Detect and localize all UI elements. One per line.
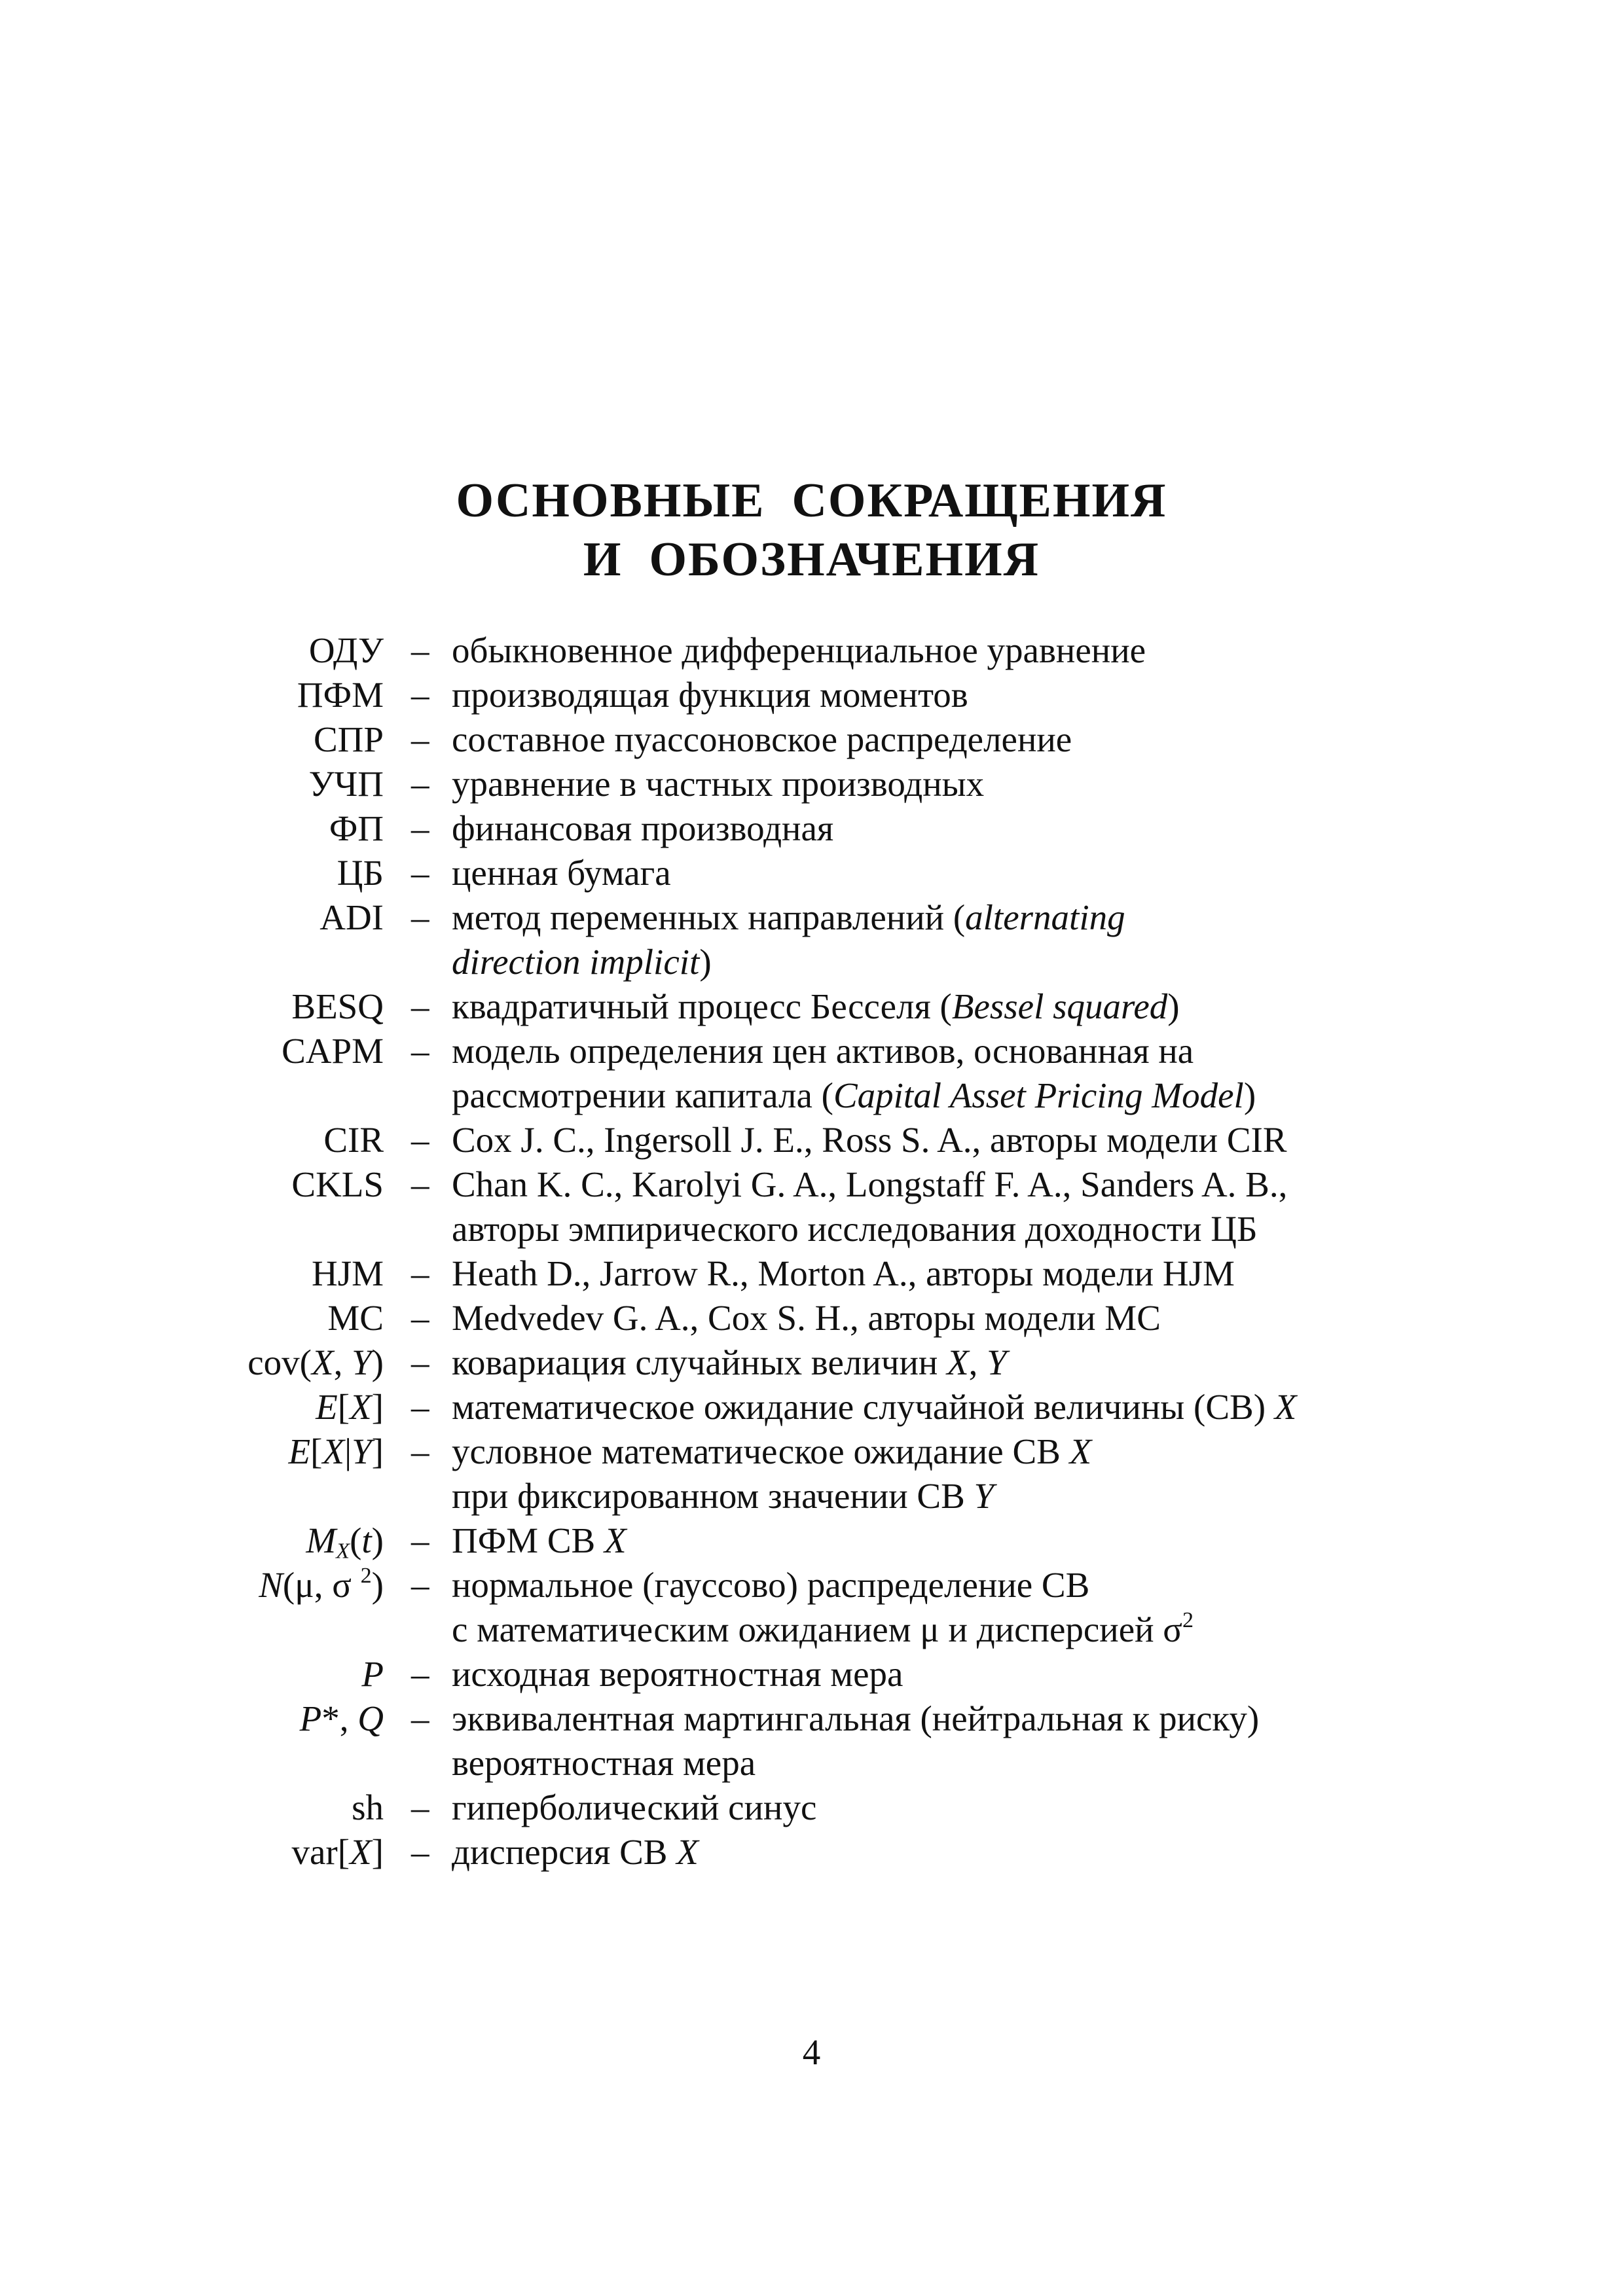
definition: Medvedev G. A., Cox S. H., авторы модели MC bbox=[452, 1298, 1161, 1338]
list-item bbox=[0, 895, 1623, 984]
definition: гиперболический синус bbox=[452, 1787, 817, 1827]
list-item bbox=[0, 1563, 1623, 1652]
dash: – bbox=[411, 1787, 429, 1827]
abbreviation: BESQ bbox=[291, 986, 384, 1026]
definition: уравнение в частных производных bbox=[452, 764, 985, 804]
list-item bbox=[0, 1385, 1623, 1429]
list-item bbox=[0, 1830, 1623, 1874]
notation: cov(X, Y) bbox=[247, 1342, 384, 1382]
definition: ценная бумага bbox=[452, 853, 671, 893]
dash: – bbox=[411, 1253, 429, 1293]
definition: исходная вероятностная мера bbox=[452, 1654, 903, 1694]
definition: условное математическое ожидание СВ X при фиксированном значении СВ Y bbox=[452, 1431, 1092, 1516]
abbreviation: sh bbox=[352, 1787, 384, 1827]
dash: – bbox=[411, 853, 429, 893]
abbreviation: CKLS bbox=[291, 1164, 384, 1204]
list-item bbox=[0, 1652, 1623, 1696]
notation: P bbox=[361, 1654, 384, 1694]
dash: – bbox=[411, 1298, 429, 1338]
definition: квадратичный процесс Бесселя (Bessel squared) bbox=[452, 986, 1180, 1026]
list-item bbox=[0, 1296, 1623, 1340]
notation: E[X|Y] bbox=[288, 1431, 384, 1471]
dash: – bbox=[411, 1120, 429, 1160]
list-item bbox=[0, 1518, 1623, 1563]
dash: – bbox=[411, 764, 429, 804]
definition: дисперсия СВ X bbox=[452, 1832, 699, 1872]
abbreviation: ФП bbox=[329, 808, 384, 848]
definition: ПФМ СВ X bbox=[452, 1520, 627, 1560]
list-item bbox=[0, 984, 1623, 1029]
dash: – bbox=[411, 1832, 429, 1872]
dash: – bbox=[411, 675, 429, 715]
abbreviation: УЧП bbox=[308, 764, 384, 804]
abbreviation: ОДУ bbox=[308, 630, 384, 670]
list-item bbox=[0, 628, 1623, 673]
definition: математическое ожидание случайной величины (СВ) X bbox=[452, 1387, 1297, 1427]
dash: – bbox=[411, 630, 429, 670]
dash: – bbox=[411, 1654, 429, 1694]
list-item bbox=[0, 1029, 1623, 1118]
abbreviation: ПФМ bbox=[297, 675, 384, 715]
definition: модель определения цен активов, основанная на рассмотрении капитала (Capital Asset Pricing Model) bbox=[452, 1031, 1256, 1115]
dash: – bbox=[411, 1565, 429, 1605]
list-item bbox=[0, 1118, 1623, 1162]
notation: N(μ, σ $^2$) bbox=[259, 1563, 384, 1605]
dash: – bbox=[411, 1031, 429, 1071]
list-item bbox=[0, 1340, 1623, 1385]
abbreviation: CAPM bbox=[282, 1031, 384, 1071]
dash: – bbox=[411, 897, 429, 937]
dash: – bbox=[411, 1698, 429, 1738]
abbreviation: СПР bbox=[314, 719, 384, 759]
definition: финансовая производная bbox=[452, 808, 834, 848]
list-item bbox=[0, 851, 1623, 895]
list-item bbox=[0, 673, 1623, 717]
dash: – bbox=[411, 986, 429, 1026]
abbreviation: MC bbox=[327, 1298, 384, 1338]
page-title-line-1: ОСНОВНЫЕ СОКРАЩЕНИЯ bbox=[456, 474, 1167, 528]
notation: var[X] bbox=[291, 1832, 384, 1872]
abbreviation: ЦБ bbox=[337, 853, 384, 893]
definition: ковариация случайных величин X, Y bbox=[452, 1342, 1007, 1382]
page-title-line-2: И ОБОЗНАЧЕНИЯ bbox=[583, 533, 1040, 586]
definition: составное пуассоновское распределение bbox=[452, 719, 1072, 759]
notation: E[X] bbox=[316, 1387, 384, 1427]
list-item bbox=[0, 1162, 1623, 1251]
dash: – bbox=[411, 808, 429, 848]
dash: – bbox=[411, 1520, 429, 1560]
definition: эквивалентная мартингальная (нейтральная к риску) вероятностная мера bbox=[452, 1698, 1260, 1783]
notation: P*, Q bbox=[299, 1698, 384, 1738]
definition: Cox J. C., Ingersoll J. E., Ross S. A., авторы модели CIR bbox=[452, 1120, 1287, 1160]
abbreviation: CIR bbox=[323, 1120, 384, 1160]
definition: метод переменных направлений (alternating direction implicit) bbox=[452, 897, 1125, 982]
list-item bbox=[0, 717, 1623, 762]
dash: – bbox=[411, 1387, 429, 1427]
definition: Heath D., Jarrow R., Morton A., авторы модели HJM bbox=[452, 1253, 1235, 1293]
abbreviation: HJM bbox=[311, 1253, 384, 1293]
definition: обыкновенное дифференциальное уравнение bbox=[452, 630, 1146, 670]
dash: – bbox=[411, 1431, 429, 1471]
definition: нормальное (гауссово) распределение СВ с математическим ожиданием μ и дисперсией $\sigma^2$ bbox=[452, 1565, 1194, 1649]
list-item bbox=[0, 806, 1623, 851]
list-item bbox=[0, 1696, 1623, 1785]
dash: – bbox=[411, 1164, 429, 1204]
list-item bbox=[0, 1251, 1623, 1296]
definition: производящая функция моментов bbox=[452, 675, 968, 715]
list-item bbox=[0, 762, 1623, 806]
dash: – bbox=[411, 1342, 429, 1382]
abbreviation: ADI bbox=[319, 897, 384, 937]
notation: $M_X(t)$ bbox=[306, 1520, 384, 1564]
definition: Chan K. C., Karolyi G. A., Longstaff F. A., Sanders A. B., авторы эмпирического исследования доходности ЦБ bbox=[452, 1164, 1288, 1249]
abbreviations-list bbox=[0, 628, 1623, 1874]
list-item bbox=[0, 1785, 1623, 1830]
page-number: 4 bbox=[802, 2032, 821, 2072]
dash: – bbox=[411, 719, 429, 759]
list-item bbox=[0, 1429, 1623, 1518]
